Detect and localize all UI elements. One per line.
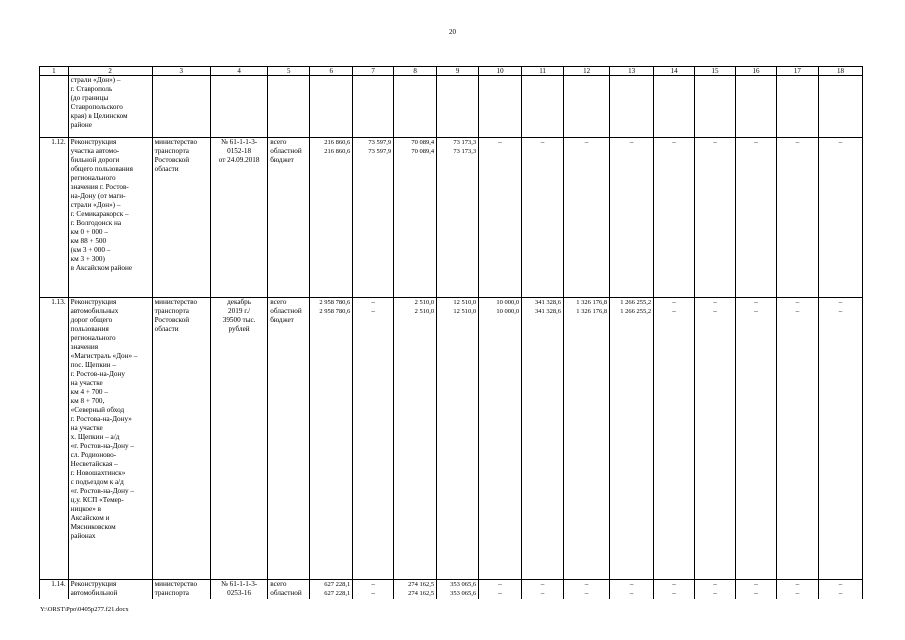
- value-15: [695, 298, 736, 580]
- document-ref: [210, 76, 267, 138]
- value-18: [818, 138, 862, 298]
- executor-text: министерство транспорта Ростовской области: [154, 298, 198, 333]
- value-11-regional: –: [540, 589, 545, 597]
- value-13-total: –: [629, 580, 634, 588]
- column-number-12: 12: [564, 67, 610, 76]
- column-number-5: 5: [268, 67, 310, 76]
- value-12: [564, 580, 610, 600]
- row-id: [40, 76, 69, 138]
- value-8-regional: 70 089,4: [411, 148, 435, 155]
- document-ref-text: декабрь 2019 г./ 39500 тыс. рублей: [222, 298, 256, 333]
- column-number-row: [40, 67, 863, 76]
- funding-source: [268, 580, 310, 600]
- page-number: 20: [449, 28, 456, 36]
- row-id-text: 1.12.: [51, 138, 66, 146]
- value-7: [353, 76, 394, 138]
- object-name: [68, 298, 152, 580]
- row-id: [40, 138, 69, 298]
- value-9-regional: 12 510,0: [453, 308, 477, 315]
- value-6-regional: 216 860,6: [324, 148, 351, 155]
- table-row: [40, 298, 863, 580]
- value-7-total: 73 597,9: [368, 139, 392, 146]
- object-name: [68, 580, 152, 600]
- funding-source-regional: областной: [270, 589, 302, 597]
- value-17-regional: –: [795, 307, 800, 315]
- value-7: [353, 298, 394, 580]
- table-row: [40, 76, 863, 138]
- value-17: [776, 580, 818, 600]
- column-number-4: 4: [210, 67, 267, 76]
- row-id: [40, 298, 69, 580]
- value-11-regional: 341 328,6: [535, 308, 562, 315]
- value-16-total: –: [754, 138, 758, 146]
- value-8-total: 2 510,0: [414, 299, 435, 306]
- value-17-total: –: [795, 298, 800, 306]
- value-13-regional: 1 266 255,2: [620, 308, 652, 315]
- value-16: [736, 580, 777, 600]
- value-7-regional: –: [371, 589, 375, 597]
- value-13-total: 1 266 255,2: [620, 299, 652, 306]
- value-13: [610, 298, 654, 580]
- value-12: [564, 138, 610, 298]
- column-number-2: 2: [68, 67, 152, 76]
- column-number-6: 6: [310, 67, 353, 76]
- value-14-total: –: [672, 298, 676, 306]
- value-11-total: –: [540, 580, 545, 588]
- value-7-total: –: [371, 298, 375, 306]
- object-name-text: Реконструкция участка автомо- бильной дороги общего пользования регионального значения г. Ростов- на-Дону (от маги- страли «Дон») – г. Семикаракорск – г. Волгодонск на км 0 + 000 – км 88 + 500 (км 3 + 000 – км 3 + 300) в Аксайском районе: [70, 138, 133, 272]
- document-ref-text: № 61-1-1-3- 0152-18 от 24.09.2018: [218, 138, 260, 164]
- column-number-9: 9: [437, 67, 479, 76]
- value-9-total: 73 173,3: [453, 139, 477, 146]
- executor-text: министерство транспорта: [154, 580, 198, 597]
- column-number-1: 1: [40, 67, 69, 76]
- value-6-total: 2 958 780,6: [319, 299, 351, 306]
- value-18-regional: –: [838, 307, 843, 315]
- column-number-8: 8: [394, 67, 437, 76]
- value-6: [310, 76, 353, 138]
- value-12-regional: 1 326 176,8: [576, 308, 608, 315]
- value-8: [394, 298, 437, 580]
- row-id-text: 1.14.: [51, 580, 66, 588]
- column-number-17: 17: [776, 67, 818, 76]
- executor: [152, 580, 210, 600]
- value-12: [564, 76, 610, 138]
- row-id-text: 1.13.: [51, 298, 66, 306]
- value-15-total: –: [713, 580, 717, 588]
- funding-source: [268, 76, 310, 138]
- value-7-regional: 73 597,9: [368, 148, 392, 155]
- value-10: [479, 580, 522, 600]
- value-16-regional: –: [754, 307, 758, 315]
- value-7-regional: –: [371, 307, 375, 315]
- value-11-total: 341 328,6: [535, 299, 562, 306]
- column-number-16: 16: [736, 67, 777, 76]
- value-11: [522, 580, 564, 600]
- value-6-total: 216 860,6: [324, 139, 351, 146]
- value-10-regional: –: [498, 589, 502, 597]
- value-17: [776, 138, 818, 298]
- executor: [152, 76, 210, 138]
- value-9-total: 353 065,6: [450, 581, 477, 588]
- funding-source-regional: областной бюджет: [270, 307, 302, 324]
- value-9-regional: 353 065,6: [450, 590, 477, 597]
- column-number-11: 11: [522, 67, 564, 76]
- value-6-regional: 2 958 780,6: [319, 308, 351, 315]
- value-17-regional: –: [795, 589, 800, 597]
- value-16-total: –: [754, 580, 758, 588]
- funding-source-total: всего: [270, 138, 287, 146]
- value-17: [776, 298, 818, 580]
- value-10-total: –: [498, 138, 502, 146]
- value-8: [394, 580, 437, 600]
- funding-source-total: всего: [270, 580, 287, 588]
- value-11: [522, 138, 564, 298]
- value-14: [654, 580, 695, 600]
- value-6-regional: 627 228,1: [324, 590, 351, 597]
- value-18: [818, 580, 862, 600]
- document-ref-text: № 61-1-1-3- 0253-16: [220, 580, 258, 597]
- funding-source: [268, 298, 310, 580]
- value-17-total: –: [795, 138, 800, 146]
- value-14: [654, 298, 695, 580]
- column-number-15: 15: [695, 67, 736, 76]
- value-11: [522, 298, 564, 580]
- value-13-regional: –: [629, 589, 634, 597]
- value-7: [353, 138, 394, 298]
- funding-source: [268, 138, 310, 298]
- value-13: [610, 138, 654, 298]
- value-12-total: 1 326 176,8: [576, 299, 608, 306]
- object-name: [68, 138, 152, 298]
- value-11: [522, 76, 564, 138]
- value-13: [610, 76, 654, 138]
- document-ref: [210, 580, 267, 600]
- value-17-total: –: [795, 580, 800, 588]
- value-15-regional: –: [713, 589, 717, 597]
- value-8-total: 70 089,4: [411, 139, 435, 146]
- program-table: [39, 66, 863, 599]
- value-9: [437, 76, 479, 138]
- value-13: [610, 580, 654, 600]
- value-9: [437, 580, 479, 600]
- value-17: [776, 76, 818, 138]
- file-path-footer: Y:\ORST\Ppo\0405p277.f21.docx: [40, 606, 129, 613]
- value-9: [437, 298, 479, 580]
- value-10: [479, 76, 522, 138]
- value-15-regional: –: [713, 307, 717, 315]
- column-number-7: 7: [353, 67, 394, 76]
- value-14-regional: –: [672, 589, 676, 597]
- funding-source-total: всего: [270, 298, 287, 306]
- value-14-regional: –: [672, 307, 676, 315]
- value-6: [310, 298, 353, 580]
- value-10-total: 10 000,0: [496, 299, 520, 306]
- document-ref: [210, 298, 267, 580]
- value-18-total: –: [838, 298, 843, 306]
- object-name-text: Реконструкция автомобильной: [70, 580, 118, 597]
- value-16-regional: –: [754, 589, 758, 597]
- executor: [152, 138, 210, 298]
- value-18-regional: –: [838, 589, 843, 597]
- value-6-total: 627 228,1: [324, 581, 351, 588]
- value-7-total: –: [371, 580, 375, 588]
- table-row: [40, 138, 863, 298]
- object-name-text: Реконструкция автомобильных дорог общего пользования регионального значения «Магистраль «Дон» – пос. Щепкин – г. Ростов-на-Дону на участке км 4 + 700 – км 8 + 700, «Северный обход г. Ростова-на-Дону» на участке х. Щепкин – а/д «г. Ростов-на-Дону – сл. Родионово- Несветайская – г. Новошахтинск» с подъездом к а/д «г. Ростов-на-Дону – ц.у. КСП «Темер- ницкое» в Аксайском и Мясниковском районах: [70, 298, 138, 540]
- table-viewport: [39, 66, 865, 599]
- column-number-10: 10: [479, 67, 522, 76]
- value-11-total: –: [540, 138, 545, 146]
- value-8-total: 274 162,5: [408, 581, 435, 588]
- value-14-total: –: [672, 580, 676, 588]
- table-row: [40, 580, 863, 600]
- value-16-total: –: [754, 298, 758, 306]
- value-14-total: –: [672, 138, 676, 146]
- value-10-regional: 10 000,0: [496, 308, 520, 315]
- value-9-regional: 73 173,3: [453, 148, 477, 155]
- column-number-3: 3: [152, 67, 210, 76]
- value-9: [437, 138, 479, 298]
- value-10: [479, 138, 522, 298]
- document-ref: [210, 138, 267, 298]
- object-name: [68, 76, 152, 138]
- value-7: [353, 580, 394, 600]
- funding-source-regional: областной бюджет: [270, 147, 302, 164]
- value-12-regional: –: [584, 589, 589, 597]
- value-14: [654, 138, 695, 298]
- value-10-total: –: [498, 580, 502, 588]
- value-10: [479, 298, 522, 580]
- value-8-regional: 2 510,0: [414, 308, 435, 315]
- row-id: [40, 580, 69, 600]
- object-name-text: страли «Дон») – г. Ставрополь (до границы Ставропольского края) в Целинском районе: [70, 76, 128, 129]
- value-15: [695, 138, 736, 298]
- value-18: [818, 298, 862, 580]
- value-15-total: –: [713, 298, 717, 306]
- value-16: [736, 298, 777, 580]
- value-16: [736, 76, 777, 138]
- value-12-total: –: [584, 580, 589, 588]
- value-12: [564, 298, 610, 580]
- column-number-13: 13: [610, 67, 654, 76]
- value-18: [818, 76, 862, 138]
- executor-text: министерство транспорта Ростовской области: [154, 138, 198, 173]
- value-9-total: 12 510,0: [453, 299, 477, 306]
- value-8: [394, 76, 437, 138]
- value-16: [736, 138, 777, 298]
- value-15-total: –: [713, 138, 717, 146]
- value-6: [310, 580, 353, 600]
- column-number-14: 14: [654, 67, 695, 76]
- value-8-regional: 274 162,5: [408, 590, 435, 597]
- executor: [152, 298, 210, 580]
- value-18-total: –: [838, 138, 843, 146]
- value-8: [394, 138, 437, 298]
- value-12-total: –: [584, 138, 589, 146]
- value-13-total: –: [629, 138, 634, 146]
- value-15: [695, 580, 736, 600]
- value-15: [695, 76, 736, 138]
- column-number-18: 18: [818, 67, 862, 76]
- value-14: [654, 76, 695, 138]
- value-18-total: –: [838, 580, 843, 588]
- value-6: [310, 138, 353, 298]
